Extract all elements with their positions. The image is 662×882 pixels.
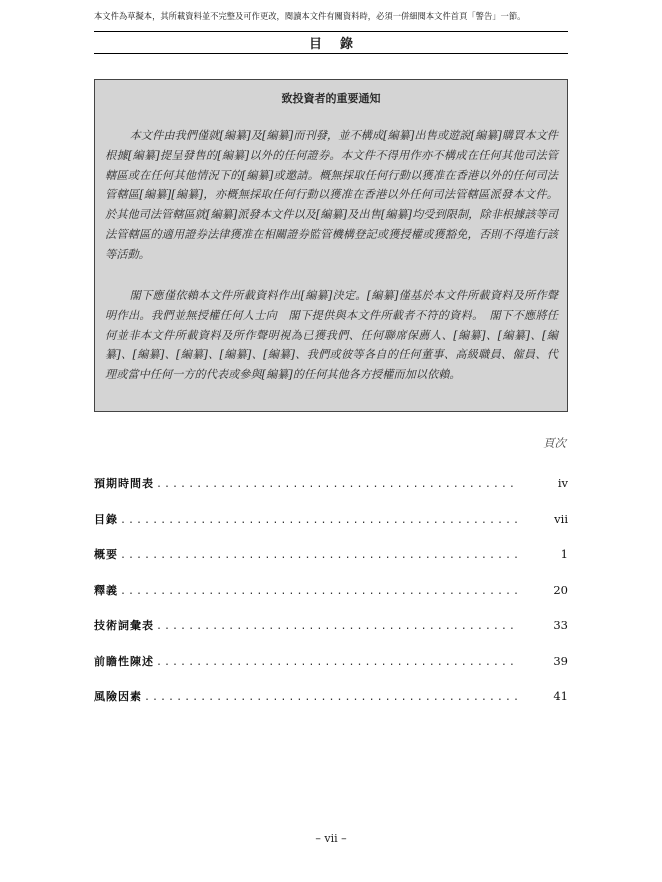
dot-leader [120, 515, 518, 526]
title-bottom-rule [94, 53, 568, 54]
dot-leader [156, 479, 518, 490]
toc-entry[interactable] [94, 617, 568, 633]
title-top-rule [94, 31, 568, 32]
toc-entry[interactable] [94, 688, 568, 704]
investor-notice-box [94, 79, 568, 412]
toc-entry-label: 技術詞彙表 [94, 619, 154, 632]
pages-column-header: 頁次 [543, 436, 566, 450]
toc-entry-label: 預期時間表 [94, 477, 154, 490]
toc-entry-page: 20 [553, 583, 568, 597]
toc-entry[interactable] [94, 475, 568, 491]
toc-entry[interactable] [94, 511, 568, 527]
toc-entry[interactable] [94, 653, 568, 669]
toc-entry[interactable] [94, 546, 568, 562]
notice-paragraph-1: 本文件由我們僅就[編纂]及[編纂]而刊發，並不構成[編纂]出售或遊說[編纂]購買本文件根據[編纂]提呈發售的[編纂]以外的任何證券。本文件不得用作亦不構成在任何其他司法管轄區或在任何其他情況下的[編纂]或邀請。概無採取任何行動以獲准在香港以外的任何司法管轄區[編纂][編纂]，亦概無採取任何行動以獲准在香港以外任何司法管轄區派發本文件。於其他司法管轄區就[編纂]派發本文件以及[編纂]及出售[編纂]均受到限制，除非根據該等司法管轄區的適用證券法律獲准在相關證券監管機構登記或獲授權或獲豁免，否則不得進行該等活動。 [105, 129, 558, 261]
toc-entry-label: 前瞻性陳述 [94, 655, 154, 668]
toc-entry-page: 41 [553, 689, 568, 703]
notice-paragraph-2: 閣下應僅依賴本文件所載資料作出[編纂]決定。[編纂]僅基於本文件所載資料及所作聲明作出。我們並無授權任何人士向 閣下提供與本文件所載者不符的資料。 閣下不應將任何並非本文件所載資料及所作聲明視為已獲我們、任何聯席保薦人、[編纂]、[編纂]、[編纂]、[編纂]、[編纂]、[編纂]、[編纂]、我們或彼等各自的任何董事、高級職員、僱員、代理或當中任何一方的代表或參與[編纂]的任何其他各方授權而加以依賴。 [105, 289, 558, 382]
toc-entry-page: vii [554, 512, 568, 526]
toc-entry-page: iv [557, 476, 568, 490]
dot-leader [120, 586, 518, 597]
dot-leader [144, 692, 518, 703]
toc-entry-label: 概要 [94, 548, 118, 561]
toc-entry-page: 39 [553, 654, 568, 668]
page-title: 目錄 [308, 37, 371, 52]
dot-leader [120, 550, 518, 561]
toc-entry-label: 風險因素 [94, 690, 142, 703]
dot-leader [156, 657, 518, 668]
toc-entry-page: 33 [553, 618, 568, 632]
toc-entry-label: 釋義 [94, 584, 118, 597]
toc-entry-label: 目錄 [94, 513, 118, 526]
draft-notice: 本文件為草擬本，其所載資料並不完整及可作更改，閱讀本文件有關資料時，必須一併細閱本文件首頁「警告」一節。 [94, 11, 526, 21]
page-number: – vii – [315, 832, 347, 845]
dot-leader [156, 621, 518, 632]
toc-entry[interactable] [94, 582, 568, 598]
toc-entry-page: 1 [560, 547, 568, 561]
notice-title: 致投資者的重要通知 [281, 92, 381, 105]
